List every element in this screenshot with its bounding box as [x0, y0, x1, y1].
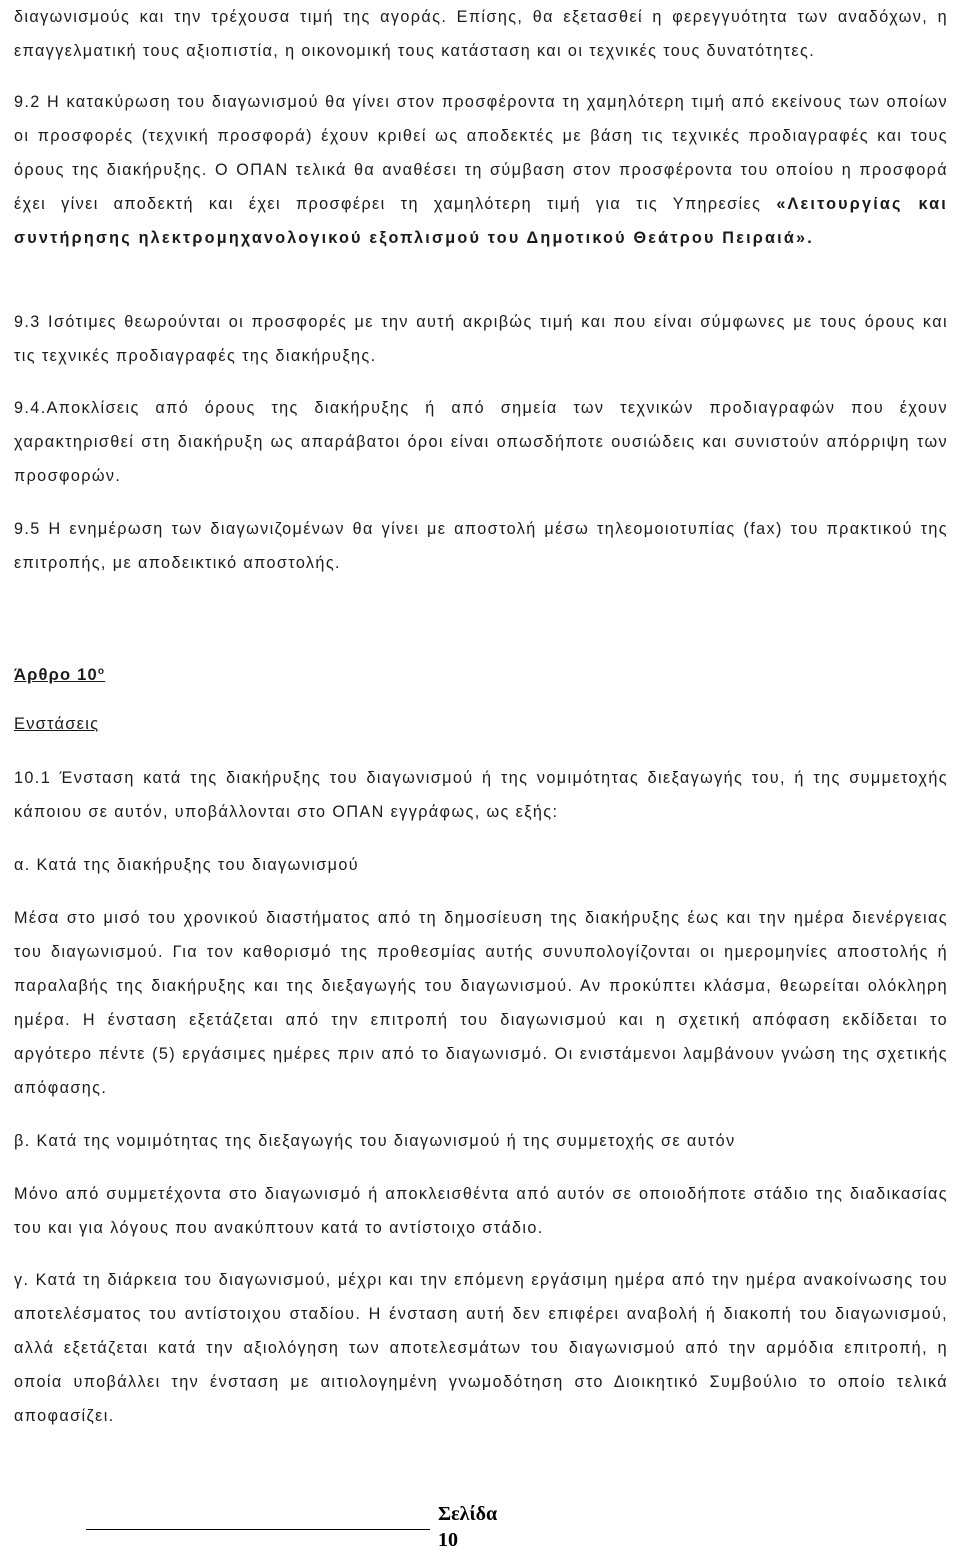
- paragraph-10-c: γ. Κατά τη διάρκεια του διαγωνισμού, μέχρι και την επόμενη εργάσιμη ημέρα από την ημέρα ανακοίνωσης του αποτελέσματος του αντίστοιχου σταδίου. Η ένσταση αυτή δεν επιφέρει αναβολή ή διακοπή του διαγωνισμού, αλλά εξετάζεται κατά την αξιολόγηση των αποτελεσμάτων του διαγωνισμού από την αρμόδια επιτροπή, η οποία υποβάλλει την ένσταση με αιτιολογημένη γνωμοδότηση στο Διοικητικό Συμβούλιο το οποίο τελικά αποφασίζει.: [14, 1271, 948, 1425]
- page-footer: [0, 1500, 960, 1552]
- document-page: [14, 0, 948, 1552]
- paragraph-9-3: 9.3 Ισότιμες θεωρούνται οι προσφορές με την αυτή ακριβώς τιμή και που είναι σύμφωνες με τους όρους και τις τεχνικές προδιαγραφές της διακήρυξης.: [14, 313, 948, 365]
- page-number-block: [438, 1501, 497, 1553]
- paragraph-10-a: Μέσα στο μισό του χρονικού διαστήματος από τη δημοσίευση της διακήρυξης έως και την ημέρα διενέργειας του διαγωνισμού. Για τον καθορισμό της προθεσμίας αυτής συνυπολογίζονται οι ημερομηνίες αποστολής ή παραλαβής της διακήρυξης και της διεξαγωγής του διαγωνισμού. Αν προκύπτει κλάσμα, θεωρείται ολόκληρη ημέρα. Η ένσταση εξετάζεται από την επιτροπή του διαγωνισμού και η σχετική απόφαση εκδίδεται το αργότερο πέντε (5) εργάσιμες ημέρες πριν από το διαγωνισμό. Οι ενιστάμενοι λαμβάνουν γνώση της σχετικής απόφασης.: [14, 909, 948, 1097]
- paragraph-9-2: [14, 85, 948, 255]
- page-label: Σελίδα: [438, 1503, 498, 1525]
- paragraph-9-2-text: 9.2 Η κατακύρωση του διαγωνισμού θα γίνει στον προσφέροντα τη χαμηλότερη τιμή από εκείνους των οποίων οι προσφορές (τεχνική προσφορά) έχουν κριθεί ως αποδεκτές με βάση τις τεχνικές προδιαγραφές και τους όρους της διακήρυξης. Ο ΟΠΑΝ τελικά θα αναθέσει τη σύμβαση στον προσφέροντα του οποίου η προσφορά έχει γίνει αποδεκτή και έχει προσφέρει τη χαμηλότερη τιμή για τις Υπηρεσίες: [14, 93, 948, 213]
- paragraph-intro: διαγωνισμούς και την τρέχουσα τιμή της αγοράς. Επίσης, θα εξετασθεί η φερεγγυότητα των αναδόχων, η επαγγελματική τους αξιοπιστία, η οικονομική τους κατάσταση και οι τεχνικές τους δυνατότητες.: [14, 8, 948, 60]
- article-title: [14, 657, 105, 690]
- paragraph-9-5: 9.5 Η ενημέρωση των διαγωνιζομένων θα γίνει με αποστολή μέσω τηλεομοιοτυπίας (fax) του πρακτικού της επιτροπής, με αποδεικτικό αποστολής.: [14, 520, 948, 572]
- paragraph-10-1: 10.1 Ένσταση κατά της διακήρυξης του διαγωνισμού ή της νομιμότητας διεξαγωγής του, ή της συμμετοχής κάποιου σε αυτόν, υποβάλλονται στο ΟΠΑΝ εγγράφως, ως εξής:: [14, 769, 948, 821]
- service-title-bold: «Λειτουργίας και συντήρησης ηλεκτρομηχανολογικού εξοπλισμού του Δημοτικού Θεάτρου Πειραιά».: [14, 195, 948, 247]
- article-title-text: Άρθρο 10: [14, 666, 98, 684]
- footer-divider: [86, 1529, 430, 1530]
- article-title-superscript: ο: [97, 666, 106, 677]
- paragraph-10-b: Μόνο από συμμετέχοντα στο διαγωνισμό ή αποκλεισθέντα από αυτόν σε οποιοδήποτε στάδιο της διαδικασίας του και για λόγους που ανακύπτουν κατά το αντίστοιχο στάδιο.: [14, 1185, 948, 1237]
- subsection-b-heading: β. Κατά της νομιμότητας της διεξαγωγής του διαγωνισμού ή της συμμετοχής σε αυτόν: [14, 1132, 736, 1150]
- page-number: 10: [438, 1529, 458, 1551]
- subsection-a-heading: α. Κατά της διακήρυξης του διαγωνισμού: [14, 856, 359, 874]
- article-subtitle: Ενστάσεις: [14, 715, 100, 733]
- paragraph-9-4: 9.4.Αποκλίσεις από όρους της διακήρυξης ή από σημεία των τεχνικών προδιαγραφών που έχουν χαρακτηρισθεί στη διακήρυξη ως απαράβατοι όροι είναι οπωσδήποτε ουσιώδεις και συνιστούν απόρριψη των προσφορών.: [14, 399, 948, 485]
